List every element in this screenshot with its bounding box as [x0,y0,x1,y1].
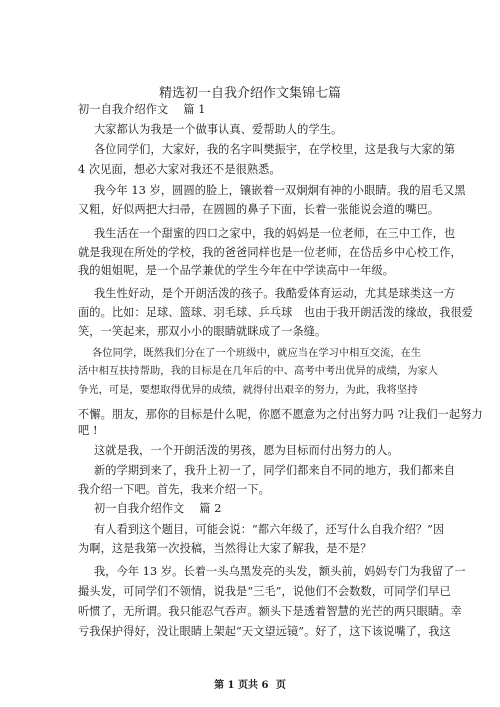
paragraph-line: 听惯了，无所谓。我只能忍气吞声。额头下是透着智慧的光芒的两只眼睛。幸 [78,605,462,618]
paragraph-line: 各位同学，既然我们分在了一个班级中，就应当在学习中相互交流，在生 [92,348,422,359]
section-heading: 初一自我介绍作文 篇 1 [78,103,206,116]
paragraph-line: 就是我现在所处的学校，我的爸爸同样也是一位老师，在岱岳乡中心校工作， [78,246,462,259]
paragraph-line: 争光，可是，要想取得优异的成绩，就得付出艰辛的努力，为此，我将坚持 [78,385,418,396]
paragraph-line: 大家都认为我是一个做事认真、爱帮助人的学生。 [94,123,343,136]
paragraph-line: 吧 ! [78,424,98,437]
paragraph-line: 我介绍一下吧。首先，我来介绍一下。 [78,483,270,496]
paragraph-line: 撮头发，可同学们不领情，说我是“三毛”，说他们不会数数，可同学们早已 [78,585,451,598]
paragraph-line: 活中相互扶持帮助，我的目标是在几年后的中、高考中考出优异的成绩，为家人 [78,366,439,377]
paragraph-line: 我生性好动，是个开朗活泼的孩子。我酷爱体育运动，尤其是球类这一方 [94,287,456,300]
paragraph-line: 我今年 13 岁，圆圆的脸上，镶嵌着一双炯炯有神的小眼睛。我的眉毛又黑 [94,184,466,197]
paragraph-line: 各位同学们，大家好，我的名字叫樊振宇，在学校里，这是我与大家的第 [94,143,456,156]
paragraph-line: 我生活在一个甜蜜的四口之家中，我的妈妈是一位老师，在三中工作，也 [94,227,456,240]
paragraph-line: 面的。比如：足球、篮球、羽毛球、乒乓球 也由于我开朗活泼的缘故，我很爱 [78,306,474,319]
paragraph-line: 新的学期到来了，我升上初一了，同学们都来自不同的地方，我们都来自 [94,464,456,477]
paragraph-line: 我的姐姐呢，是一个品学兼优的学生今年在中学读高中一年级。 [78,264,395,277]
paragraph-line: 亏我保护得好，没让眼睛上架起“天文望远镜”。好了，这下该说嘴了，我这 [78,625,451,638]
paragraph-line: 有人看到这个题目，可能会说：“都六年级了，还写什么自我介绍？”因 [94,523,445,536]
paragraph-line: 4 次见面，想必大家对我还不是很熟悉。 [78,163,281,176]
page-footer [0,676,500,691]
paragraph-line: 这就是我，一个开朗活泼的男孩，愿为目标而付出努力的人。 [94,444,399,457]
page-number-suffix: 页 [275,680,286,691]
document-title: 精选初一自我介绍作文集锦七篇 [158,86,341,101]
section-heading: 初一自我介绍作文 篇 2 [94,502,222,515]
page-number: 第 1 页共 6 [214,680,269,691]
paragraph-line: 不懈。朋友，那你的目标是什么呢，你愿不愿意为之付出努力吗 ?让我们一起努力 [78,408,483,421]
paragraph-line: 又粗，好似两把大扫帚，在圆圆的鼻子下面，长着一张能说会道的嘴巴。 [78,203,440,216]
paragraph-line: 我，今年 13 岁。长着一头乌黑发亮的头发，额头前，妈妈专门为我留了一 [94,565,466,578]
paragraph-line: 为啊，这是我第一次投稿，当然得让大家了解我，是不是？ [78,542,372,555]
paragraph-line: 笑，一笑起来，那双小小的眼睛就眯成了一条缝。 [78,325,327,338]
